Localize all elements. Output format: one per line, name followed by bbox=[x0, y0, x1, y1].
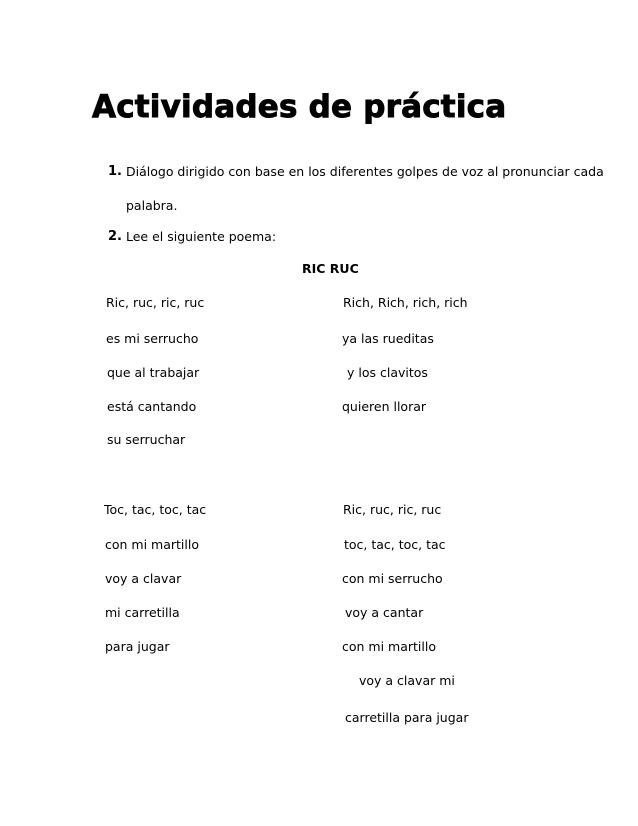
page-title: Actividades de práctica bbox=[92, 89, 507, 125]
activity-1-number: 1. bbox=[108, 164, 122, 179]
poem-left-line: Ric, ruc, ric, ruc bbox=[106, 295, 205, 310]
poem-right-line: voy a cantar bbox=[345, 605, 424, 620]
poem-left-line: Toc, tac, toc, tac bbox=[104, 502, 207, 517]
poem-right-line: Rich, Rich, rich, rich bbox=[343, 295, 468, 310]
poem-left-line: para jugar bbox=[105, 639, 170, 654]
activity-1-text-line-2: palabra. bbox=[126, 198, 178, 213]
activity-1-text-line-1: Diálogo dirigido con base en los diferentes golpes de voz al pronunciar cada bbox=[126, 164, 604, 179]
poem-left-line: con mi martillo bbox=[105, 537, 199, 552]
poem-right-line: con mi martillo bbox=[342, 639, 436, 654]
poem-left-line: mi carretilla bbox=[105, 605, 180, 620]
activity-2-text: Lee el siguiente poema: bbox=[126, 229, 277, 244]
poem-right-line: carretilla para jugar bbox=[345, 710, 469, 725]
activity-2-number: 2. bbox=[108, 229, 122, 244]
poem-title: RIC RUC bbox=[302, 261, 359, 276]
poem-left-line: su serruchar bbox=[107, 432, 186, 447]
poem-right-line: Ric, ruc, ric, ruc bbox=[343, 502, 442, 517]
poem-right-line: quieren llorar bbox=[342, 399, 427, 414]
poem-right-line: con mi serrucho bbox=[342, 571, 443, 586]
poem-right-line: toc, tac, toc, tac bbox=[344, 537, 446, 552]
poem-right-line: y los clavitos bbox=[347, 365, 428, 380]
poem-left-line: está cantando bbox=[107, 399, 197, 414]
poem-left-line: que al trabajar bbox=[107, 365, 200, 380]
poem-left-line: es mi serrucho bbox=[106, 331, 199, 346]
poem-right-line: voy a clavar mi bbox=[359, 673, 455, 688]
poem-left-line: voy a clavar bbox=[105, 571, 182, 586]
poem-right-line: ya las rueditas bbox=[342, 331, 434, 346]
